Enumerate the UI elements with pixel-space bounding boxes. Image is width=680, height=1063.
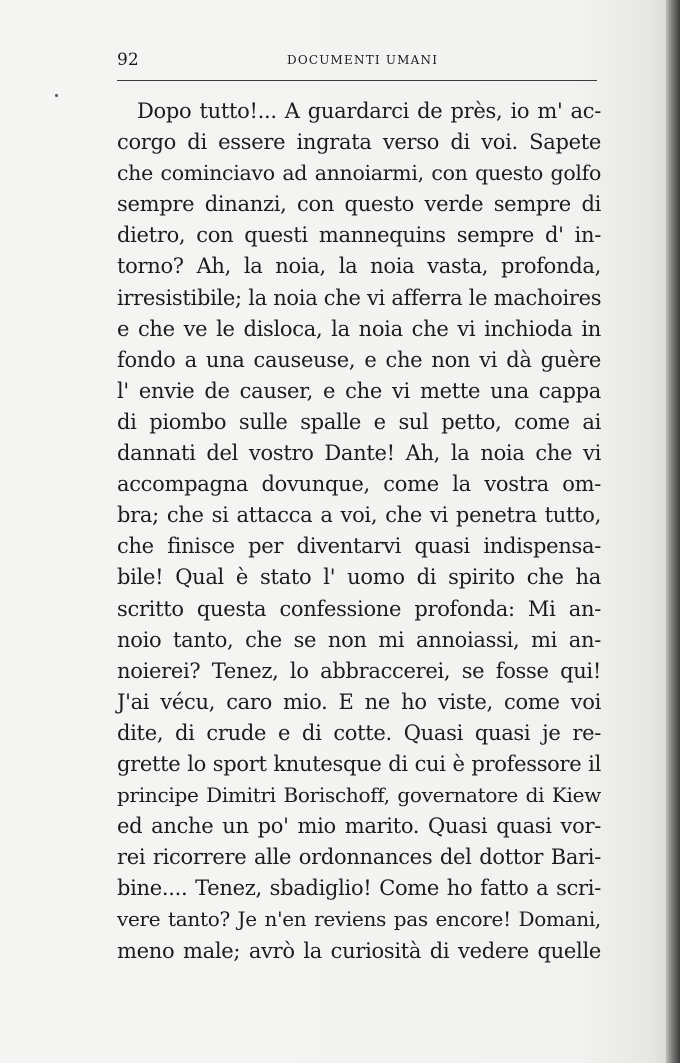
text-line: corgo di essere ingrata verso di voi. Sapete [117, 130, 601, 155]
text-line: che cominciavo ad annoiarmi, con questo golfo [117, 161, 601, 186]
text-line: bile! Qual è stato l' uomo di spirito che ha [117, 565, 601, 590]
text-line: scritto questa confessione profonda: Mi an- [117, 596, 601, 621]
text-line: di piombo sulle spalle e sul petto, come ai [117, 409, 601, 434]
text-line: grette lo sport knutesque di cui è professore il [117, 751, 601, 776]
text-line: torno? Ah, la noia, la noia vasta, profonda, [117, 254, 601, 279]
margin-speck [55, 94, 58, 97]
text-line: dite, di crude e di cotte. Quasi quasi je re- [117, 720, 601, 745]
page-number: 92 [117, 50, 139, 70]
header-rule [117, 80, 597, 81]
text-line: noierei? Tenez, lo abbraccerei, se fosse qui! [117, 658, 601, 683]
text-line: noio tanto, che se non mi annoiassi, mi an- [117, 627, 601, 652]
text-line: accompagna dovunque, come la vostra om- [117, 472, 601, 497]
text-line: l' envie de causer, e che vi mette una cappa [117, 378, 601, 403]
text-line: meno male; avrò la curiosità di vedere quelle [117, 938, 601, 963]
text-line: dietro, con questi mannequins sempre d' in- [117, 223, 601, 248]
text-line: dannati del vostro Dante! Ah, la noia che vi [117, 441, 601, 466]
page-header [117, 50, 597, 74]
text-line: fondo a una causeuse, e che non vi dà guère [117, 347, 601, 372]
text-line: ed anche un po' mio marito. Quasi quasi vor- [117, 814, 601, 839]
body-text [117, 96, 601, 967]
text-line: J'ai vécu, caro mio. E ne ho viste, come voi [117, 689, 601, 714]
text-line: Dopo tutto!... A guardarci de près, io m' ac- [137, 99, 601, 123]
running-title: DOCUMENTI UMANI [287, 53, 439, 67]
text-line: bine.... Tenez, sbadiglio! Come ho fatto a scri- [117, 876, 601, 901]
text-line: principe Dimitri Borischoff, governatore di Kiew [117, 783, 601, 808]
page-spine-shadow [666, 0, 680, 1063]
text-line: irresistibile; la noia che vi afferra le machoires [117, 285, 602, 310]
text-line: che finisce per diventarvi quasi indispensa- [117, 534, 601, 559]
text-line: sempre dinanzi, con questo verde sempre di [117, 192, 601, 217]
text-line: rei ricorrere alle ordonnances del dottor Bari- [117, 845, 601, 870]
text-line: e che ve le disloca, la noia che vi inchioda in [117, 316, 601, 341]
text-line: vere tanto? Je n'en reviens pas encore! Domani, [117, 907, 601, 932]
text-line: bra; che si attacca a voi, che vi penetra tutto, [117, 503, 601, 528]
